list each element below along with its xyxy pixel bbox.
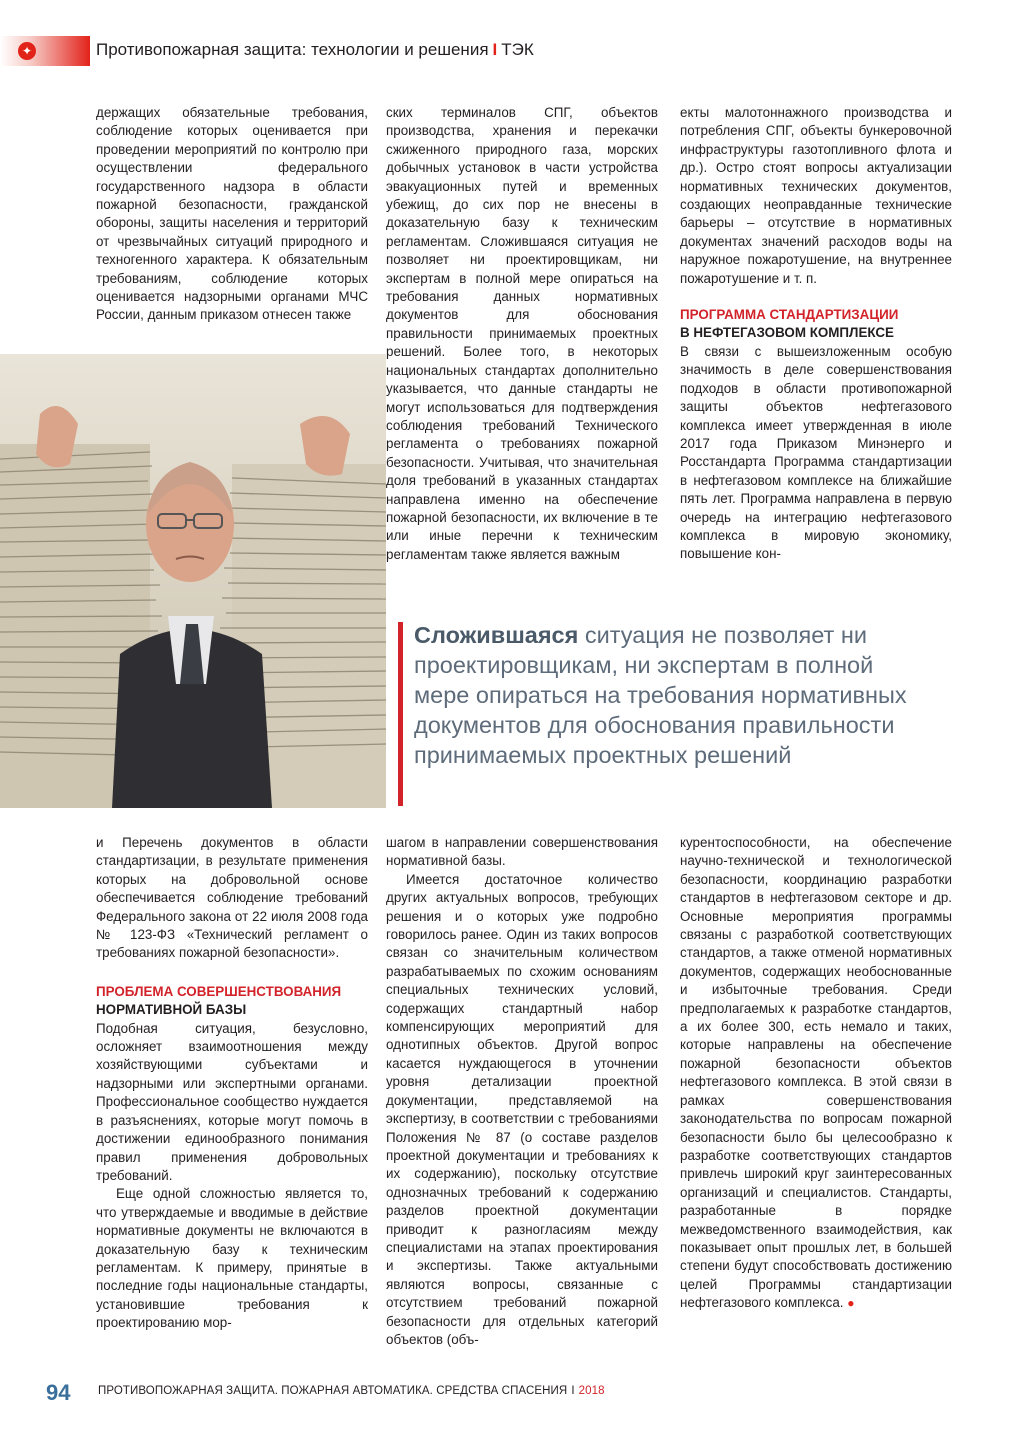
header-section: ТЭК bbox=[501, 40, 534, 59]
top-column-3 bbox=[680, 104, 952, 564]
footer-year: 2018 bbox=[578, 1385, 605, 1397]
quote-lead-word: Сложившаяся bbox=[414, 622, 579, 648]
header-separator: I bbox=[492, 40, 498, 59]
paragraph-text: курентоспособности, на обеспечение научно-технической и технологической безопасности, координацию разработки стандартов в нефтегазовом секторе и др. Основные мероприятия программы связаны с разработкой соответствующих стандартов, а также отменой нормативных документов, содержащих необоснованные и избыточные требования. Среди предполагаемых к разработке стандартов, а их более 300, есть немало и таких, которые направлены на обеспечение пожарной безопасности объектов нефтегазового комплекса. В этой связи в рамках совершенствования законодательства по вопросам пожарной безопасности было бы целесообразно к разработке соответствующих стандартов привлечь широкий круг заинтересованных организаций и специалистов. Стандарты, разработанные в порядке межведомственного взаимодействия, как показывает опыт прошлых лет, в большей степени будут способствовать достижению целей Программы стандартизации нефтегазового комплекса. bbox=[680, 835, 952, 1311]
paragraph: и Перечень документов в области стандартизации, в результате применения которых на добровольной основе обеспечивается соблюдение требований Федерального закона от 22 июля 2008 года № 123-ФЗ «Технический регламент о требованиях пожарной безопасности». bbox=[96, 835, 368, 961]
paragraph: держащих обязательные требования, соблюдение которых оценивается при проведении мероприятий по контролю при осуществлении федерального государственного надзора в области пожарной безопасности, гражданской обороны, защиты населения и территорий от чрезвычайных ситуаций природного и техногенного характера. К обязательным требованиям, соблюдение которых оценивается надзорными органами МЧС России, данным приказом отнесен также bbox=[96, 105, 368, 323]
flame-icon: ✦ bbox=[18, 42, 36, 60]
heading-line-2: НОРМАТИВНОЙ БАЗЫ bbox=[96, 1002, 247, 1018]
bottom-column-1 bbox=[96, 834, 368, 1333]
quote-text: ситуация не позволяет ни проектировщикам, ни экспертам в полной мере опираться на требования нормативных документов для обоснования правильности принимаемых проектных решений bbox=[414, 622, 907, 768]
heading-line-1: ПРОГРАММА СТАНДАРТИЗАЦИИ bbox=[680, 307, 899, 323]
paragraph: шагом в направлении совершенствования нормативной базы. bbox=[386, 835, 658, 869]
paragraph: Подобная ситуация, безусловно, осложняет взаимоотношения между хозяйствующими субъектами и надзорными или экспертными органами. Профессиональное сообщество нуждается в разъяснениях, которые могут помочь в достижении единообразного понимания правил применения добровольных требований. bbox=[96, 1020, 368, 1183]
pull-quote bbox=[414, 620, 924, 770]
footer-separator: I bbox=[571, 1385, 575, 1397]
photo-man-with-paper-stacks bbox=[0, 354, 386, 808]
section-heading bbox=[96, 983, 368, 1020]
photo-illustration bbox=[0, 354, 386, 808]
paragraph bbox=[680, 834, 952, 1313]
paragraph: Имеется достаточное количество других актуальных вопросов, требующих решения и о которых уже подробно говорилось ранее. Один из таких вопросов связан со значительным количеством разрабатываемых по схожим основаниям специальных технических условий, содержащих стандартный набор компенсирующих мероприятий для однотипных объектов. Другой вопрос касается нуждающегося в уточнении уровня детализации проектной документации, представляемой на экспертизу, в соответствии с требованиями Положения № 87 (о составе разделов проектной документации и требованиях к их содержанию), поскольку отсутствие однозначных требований к содержанию разделов проектной документации приводит к разногласиям между специалистами на этапах проектирования и экспертизы. Также актуальными являются вопросы, связанные с отсутствием требований пожарной безопасности для отдельных категорий объектов (объ- bbox=[386, 871, 658, 1347]
page-number: 94 bbox=[46, 1380, 71, 1405]
paragraph: Еще одной сложностью является то, что утверждаемые и вводимые в действие нормативные документы не включаются в доказательную базу к техническим регламентам. К примеру, принятые в последние годы национальные стандарты, установившие требования к проектированию мор- bbox=[96, 1186, 368, 1331]
header-title: Противопожарная защита: технологии и решения bbox=[96, 40, 489, 59]
top-column-2 bbox=[386, 104, 658, 564]
flame-icon: ● bbox=[847, 1296, 855, 1311]
bottom-column-3 bbox=[680, 834, 952, 1313]
magazine-title: ПРОТИВОПОЖАРНАЯ ЗАЩИТА. ПОЖАРНАЯ АВТОМАТИКА. СРЕДСТВА СПАСЕНИЯ bbox=[98, 1385, 568, 1397]
bottom-column-2 bbox=[386, 834, 658, 1349]
footer bbox=[98, 1385, 605, 1397]
running-header bbox=[96, 40, 534, 60]
heading-line-1: ПРОБЛЕМА СОВЕРШЕНСТВОВАНИЯ bbox=[96, 983, 342, 999]
paragraph: ских терминалов СПГ, объектов производства, хранения и перекачки сжиженного природного газа, морских добычных установок в части устройства эвакуационных путей и временных убежищ, до сих пор не внесены в доказательную базу к техническим регламентам. Сложившаяся ситуация не позволяет ни проектировщикам, ни экспертам в полной мере опираться на требования данных нормативных документов для обоснования правильности принимаемых проектных решений. Более того, в некоторых национальных стандартах дополнительно указывается, что данные стандарты не могут использоваться для подтверждения соблюдения требований Технического регламента о требованиях пожарной безопасности. Учитывая, что значительная доля требований в указанных стандартах направлена именно на обеспечение пожарной безопасности, их включение в те или иные перечни к техническим регламентам также является важным bbox=[386, 105, 658, 562]
section-heading bbox=[680, 306, 952, 343]
paragraph: В связи с вышеизложенным особую значимость в деле совершенствования подходов в области противопожарной защиты объектов нефтегазового комплекса имеет утвержденная в июле 2017 года Приказом Минэнерго и Росстандарта Программа стандартизации в нефтегазовом комплексе на ближайшие пять лет. Программа направлена в первую очередь на интеграцию нефтегазового комплекса в мировую экономику, повышение кон- bbox=[680, 343, 952, 562]
paragraph: екты малотоннажного производства и потребления СПГ, объекты бункеровочной инфраструктуры газотопливного флота и др.). Остро стоят вопросы актуализации нормативных технических документов, создающих неоправданные технические барьеры – отсутствие в нормативных документах значений расходов воды на наружное пожаротушение, на внутреннее пожаротушение и т. п. bbox=[680, 105, 952, 286]
quote-accent-bar bbox=[398, 622, 403, 806]
header-accent-bar bbox=[0, 36, 90, 66]
top-column-1 bbox=[96, 104, 368, 325]
heading-line-2: В НЕФТЕГАЗОВОМ КОМПЛЕКСЕ bbox=[680, 325, 894, 341]
